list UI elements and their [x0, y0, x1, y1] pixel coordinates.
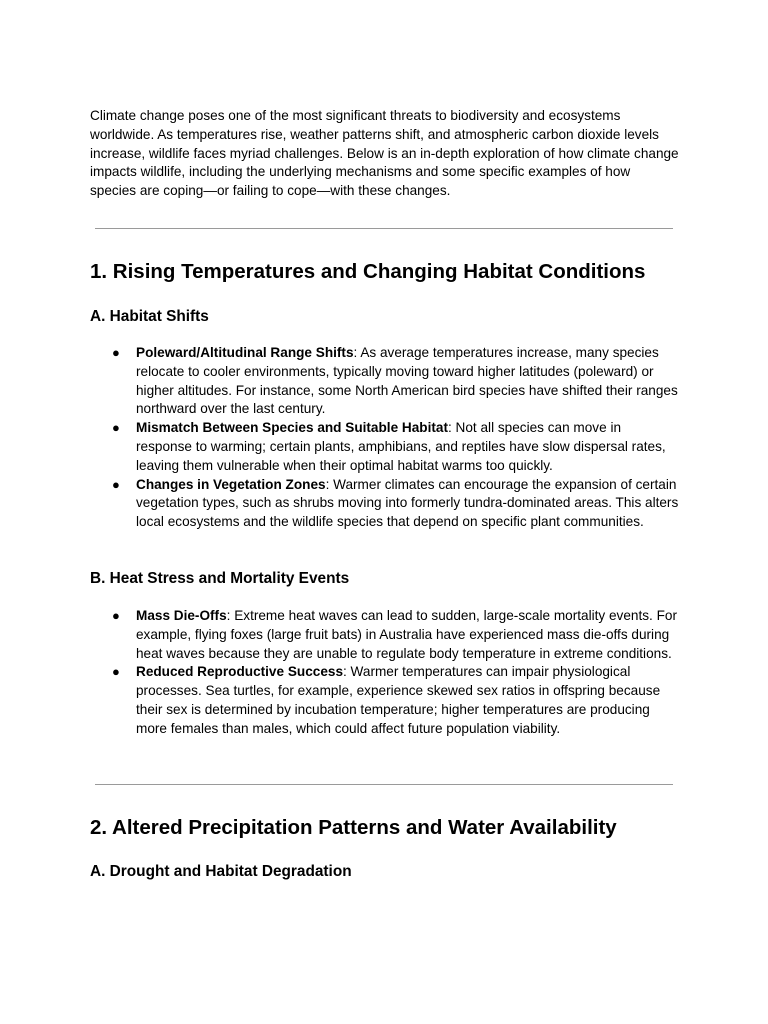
section-divider [95, 784, 673, 785]
bullet-icon: ● [112, 476, 120, 492]
bullet-icon: ● [112, 345, 120, 360]
habitat-shifts-list [90, 344, 680, 532]
intro-paragraph: Climate change poses one of the most significant threats to biodiversity and ecosystems worldwide. As temperatures rise, weather patterns shift, and atmospheric carbon dioxide levels increase, wildlife faces myriad challenges. Below is an in-depth exploration of how climate change impacts wildlife, including the underlying mechanisms and some specific examples of how species are coping—or failing to cope—with these changes. [90, 108, 679, 199]
list-item [90, 419, 680, 475]
section-1b-heading: B. Heat Stress and Mortality Events [90, 570, 350, 587]
list-item-text: : Warmer climates can encourage the expansion of certain vegetation types, such as shrubs moving into formerly tundra-dominated areas. This alters local ecosystems and the wildlife species that depend on specific plant communities. [136, 476, 679, 530]
section-divider [95, 228, 673, 229]
list-item [90, 476, 680, 532]
list-item [90, 663, 680, 738]
section-1a-heading: A. Habitat Shifts [90, 308, 209, 325]
bullet-icon: ● [112, 420, 120, 436]
list-item-term: Changes in Vegetation Zones [136, 476, 326, 492]
list-item-text: : As average temperatures increase, many species relocate to cooler environments, typically moving toward higher latitudes (poleward) or higher altitudes. For instance, some North American bird species have shifted their ranges northward over the last century. [136, 345, 678, 417]
list-item-text: : Not all species can move in response to warming; certain plants, amphibians, and reptiles have slow dispersal rates, leaving them vulnerable when their optimal habitat warms too quickly. [136, 420, 666, 473]
list-item-term: Poleward/Altitudinal Range Shifts [136, 345, 354, 360]
list-item-text: : Warmer temperatures can impair physiological processes. Sea turtles, for example, experience skewed sex ratios in offspring because their sex is determined by incubation temperature; higher temperatures are producing more females than males, which could affect future population viability. [136, 664, 661, 736]
list-item [90, 607, 680, 663]
list-item-term: Reduced Reproductive Success [136, 664, 343, 680]
bullet-icon: ● [112, 664, 120, 680]
list-item [90, 344, 680, 419]
heat-stress-list [90, 607, 680, 739]
list-item-term: Mismatch Between Species and Suitable Habitat [136, 420, 448, 436]
list-item-term: Mass Die-Offs [136, 608, 227, 623]
document-page [90, 107, 680, 880]
section-2a-heading: A. Drought and Habitat Degradation [90, 863, 352, 880]
section-1-heading: 1. Rising Temperatures and Changing Habitat Conditions [90, 260, 646, 283]
section-2-heading: 2. Altered Precipitation Patterns and Water Availability [90, 816, 617, 839]
bullet-icon: ● [112, 608, 120, 623]
list-item-text: : Extreme heat waves can lead to sudden, large-scale mortality events. For example, flying foxes (large fruit bats) in Australia have experienced mass die-offs during heat waves because they are unable to regulate body temperature in extreme conditions. [136, 608, 677, 661]
